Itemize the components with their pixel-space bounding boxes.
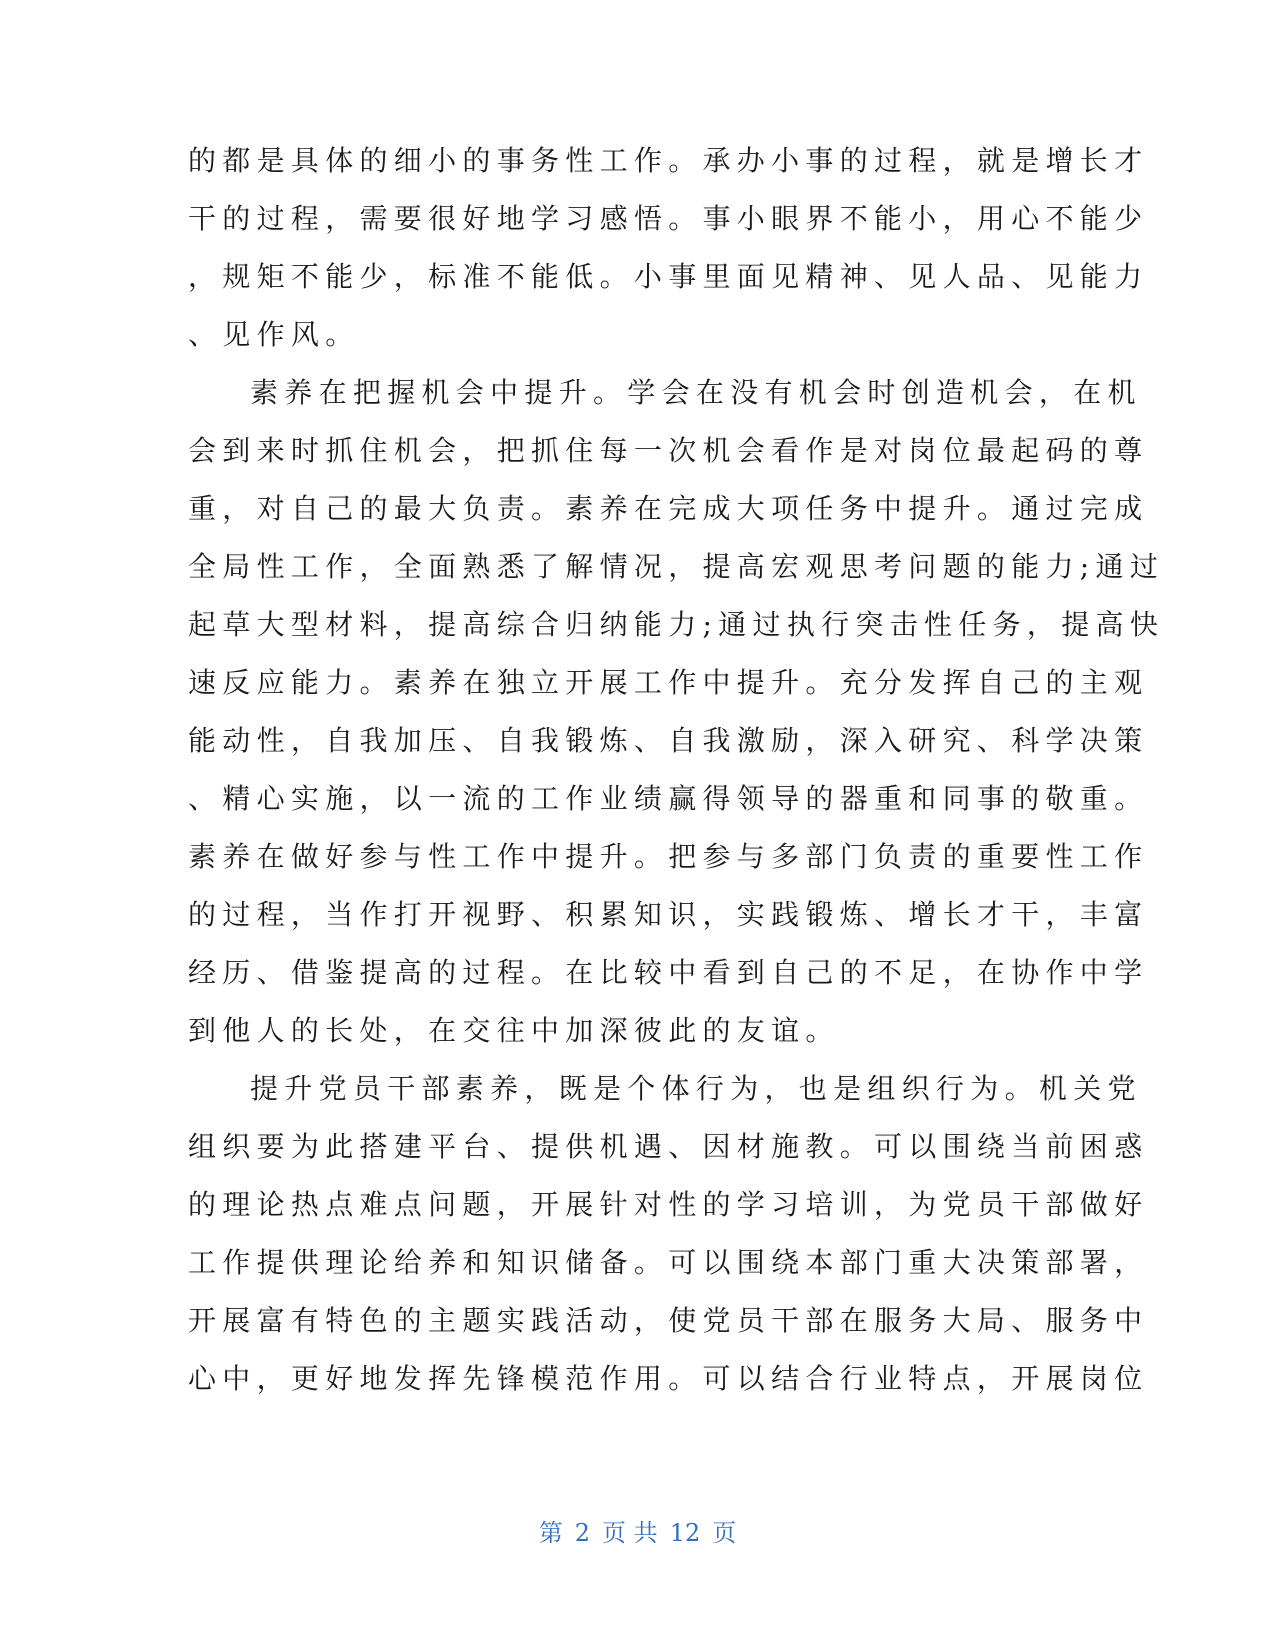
paragraph-3-line-6: 心中，更好地发挥先锋模范作用。可以结合行业特点，开展岗位 [188,1362,1149,1395]
paragraph-2-line-5: 起草大型材料，提高综合归纳能力;通过执行突击性任务，提高快 [188,608,1165,641]
paragraph-2-line-4: 全局性工作，全面熟悉了解情况，提高宏观思考问题的能力;通过 [188,550,1165,583]
page-label-prefix: 第 [538,1519,563,1547]
paragraph-2-line-12: 到他人的长处，在交往中加深彼此的友谊。 [188,1014,840,1047]
paragraph-3-line-4: 工作提供理论给养和知识储备。可以围绕本部门重大决策部署， [188,1246,1149,1279]
page-number-footer [0,1518,1275,1548]
paragraph-2-line-7: 能动性，自我加压、自我锻炼、自我激励，深入研究、科学决策 [188,724,1149,757]
page-total-number: 12 [669,1519,701,1547]
paragraph-2-line-10: 的过程，当作打开视野、积累知识，实践锻炼、增长才干，丰富 [188,898,1149,931]
paragraph-1-line-1: 的都是具体的细小的事务性工作。承办小事的过程，就是增长才 [188,144,1149,177]
paragraph-2-line-11: 经历、借鉴提高的过程。在比较中看到自己的不足，在协作中学 [188,956,1149,989]
page-current-number: 2 [574,1519,591,1547]
paragraph-1-line-4: 、见作风。 [188,318,360,351]
paragraph-3-line-2: 组织要为此搭建平台、提供机遇、因材施教。可以围绕当前困惑 [188,1130,1149,1163]
paragraph-2-line-1: 素养在把握机会中提升。学会在没有机会时创造机会，在机 [250,376,1142,409]
paragraph-3-line-5: 开展富有特色的主题实践活动，使党员干部在服务大局、服务中 [188,1304,1149,1337]
paragraph-2-line-3: 重，对自己的最大负责。素养在完成大项任务中提升。通过完成 [188,492,1149,525]
page-label-suffix: 页 [712,1519,737,1547]
paragraph-2-line-8: 、精心实施，以一流的工作业绩赢得领导的器重和同事的敬重。 [188,782,1149,815]
paragraph-3-line-1: 提升党员干部素养，既是个体行为，也是组织行为。机关党 [250,1072,1142,1105]
paragraph-1-line-2: 干的过程，需要很好地学习感悟。事小眼界不能小，用心不能少 [188,202,1149,235]
paragraph-2-line-9: 素养在做好参与性工作中提升。把参与多部门负责的重要性工作 [188,840,1149,873]
page-label-middle: 页 共 [602,1519,658,1547]
paragraph-3-line-3: 的理论热点难点问题，开展针对性的学习培训，为党员干部做好 [188,1188,1149,1221]
paragraph-2-line-6: 速反应能力。素养在独立开展工作中提升。充分发挥自己的主观 [188,666,1149,699]
paragraph-2-line-2: 会到来时抓住机会，把抓住每一次机会看作是对岗位最起码的尊 [188,434,1149,467]
paragraph-1-line-3: ，规矩不能少，标准不能低。小事里面见精神、见人品、见能力 [188,260,1149,293]
